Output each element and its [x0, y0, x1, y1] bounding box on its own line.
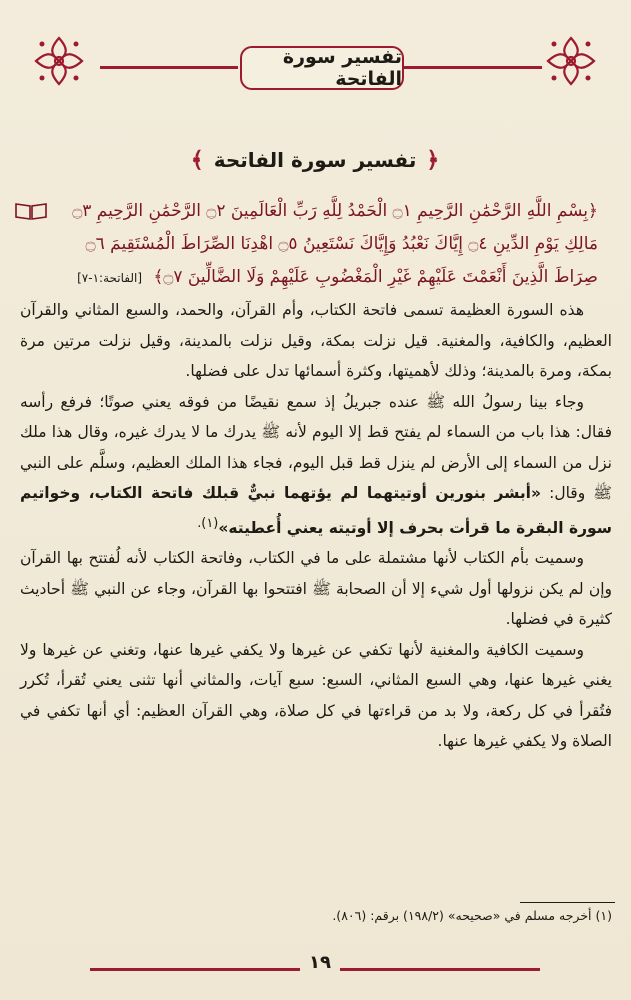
footnote-rule	[520, 902, 615, 903]
floral-ornament-icon	[28, 30, 90, 92]
floral-ornament-icon	[540, 30, 602, 92]
header-rule-right	[402, 66, 542, 69]
header-rule-left	[100, 66, 238, 69]
running-header: تفسير سورة الفاتحة	[240, 46, 404, 90]
title-bracket-close: ﴾	[190, 147, 204, 173]
page-number: ١٩	[309, 952, 331, 973]
paragraph-umm-al-kitab: وسميت بأم الكتاب لأنها مشتملة على ما في الكتاب، وفاتحة الكتاب لأنه لُفتتح بها القرآن وإن لم يكن نزولها أول شيء إلا أن الصحابة ﷺ افتتحوا بها القرآن، وجاء عن النبي ﷺ أحاديث كثيرة في فضلها.	[20, 549, 612, 629]
hadith-quote: «أبشر بنورين أوتيتهما لم يؤتهما نبيٌّ قبلك فاتحة الكتاب، وخواتيم سورة البقرة ما قرأت بحرف إلا أوتيته يعني أُعطيته»	[20, 484, 612, 537]
verse-line-3-text: صِرَاطَ الَّذِينَ أَنْعَمْتَ عَلَيْهِمْ غَيْرِ الْمَغْضُوبِ عَلَيْهِمْ وَلَا الضَّالِّينَ ۝٧﴾	[153, 267, 598, 287]
open-book-icon	[14, 200, 48, 220]
section-title-text: تفسير سورة الفاتحة	[213, 148, 417, 172]
paragraph-kafiya: وسميت الكافية والمغنية لأنها تكفي عن غيرها ولا يكفي غيرها عنها، وتغني عن غيرها ولا يغني غيرها عنها، وهي السبع المثاني، السبع: سبع آيات، والمثاني أنها تثنى يعني تُقرأ، تُكرر فتُقرأ في كل ركعة، ولا بد من قراءتها في كل صلاة، وهي القرآن العظيم: أي أنها تكفي في الصلاة ولا يكفي غيرها عنها.	[20, 640, 612, 751]
title-bracket-open: ﴿	[426, 147, 440, 173]
verse-reference: [الفاتحة:١-٧]	[77, 271, 143, 285]
paragraph-names: هذه السورة العظيمة تسمى فاتحة الكتاب، وأم القرآن، والحمد، والسبع المثاني والقرآن العظيم، والكافية، والمغنية. قيل نزلت بمكة، وقيل نزلت بالمدينة، وقيل نزلت مرتين مرة بمكة، ومرة بالمدينة؛ وذلك لأهميتها، وكثرة أسمائها تدل على فضلها.	[20, 301, 612, 380]
quran-verses	[50, 195, 598, 295]
verse-line-1: ﴿بِسْمِ اللَّهِ الرَّحْمَٰنِ الرَّحِيمِ ۝١ الْحَمْدُ لِلَّهِ رَبِّ الْعَالَمِينَ ۝٢ الرَّحْمَٰنِ الرَّحِيمِ ۝٣	[72, 201, 598, 221]
paragraph-hadith	[20, 387, 612, 544]
footer-rule-left	[90, 968, 300, 971]
verse-line-2: مَالِكِ يَوْمِ الدِّينِ ۝٤ إِيَّاكَ نَعْبُدُ وَإِيَّاكَ نَسْتَعِينُ ۝٥ اهْدِنَا الصِّرَاطَ الْمُسْتَقِيمَ ۝٦	[85, 234, 598, 254]
footer-rule-right	[340, 968, 540, 971]
verse-line-3	[50, 261, 598, 295]
commentary-body	[20, 295, 612, 757]
section-title	[150, 140, 480, 180]
hadith-intro: وجاء بينا رسولُ الله ﷺ عنده جبريلُ إذ سمع نقيضًا من فوقه يعني صوتًا؛ فرفع رأسه فقال: هذا باب من السماء لم يفتح قط إلا اليوم لأنه ﷺ يدرك ما لا يدرك غيره، وقال هذا ملك نزل من السماء إلى الأرض لم ينزل قط قبل اليوم، فجاء هذا الملك العظيم، وسلَّم على النبي ﷺ وقال:	[20, 392, 612, 502]
footnote-marker[interactable]: (١).	[197, 515, 219, 531]
footnote: (١) أخرجه مسلم في «صحيحه» (١٩٨/٢) برقم: (٨٠٦).	[332, 908, 612, 923]
